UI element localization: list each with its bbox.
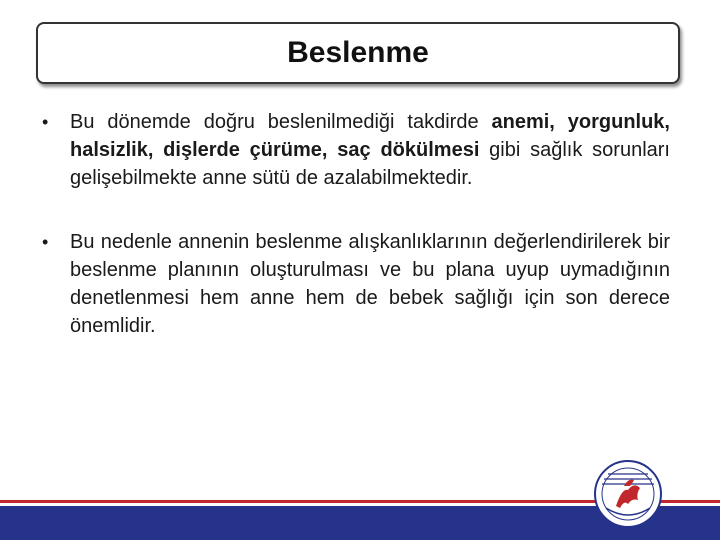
university-seal-icon [594,460,662,528]
bullet-item-2 [40,228,670,340]
title-box [36,22,680,84]
bullet-icon: • [42,112,49,132]
bullet-text-part: gibi sağlık sorunları gelişebilmekte anne sütü de azalabilmektedir. [70,139,670,189]
bullet-item-1 [40,108,670,192]
bullet-icon: • [42,232,49,252]
slide-title: Beslenme [287,36,429,69]
bullet-text-bold: anemi, yorgunluk, halsizlik, dişlerde çürüme, saç dökülmesi [70,111,670,161]
bullet-text-part: Bu dönemde doğru beslenilmediği takdirde [70,111,492,133]
bullet-list [40,108,670,340]
bullet-text-part: Bu nedenle annenin beslenme alışkanlıklarının değerlendirilerek bir beslenme planının oluşturulması ve bu plana uyup uymadığının denetlenmesi hem anne hem de bebek sağlığı için son derece önemlidir. [70,231,670,337]
